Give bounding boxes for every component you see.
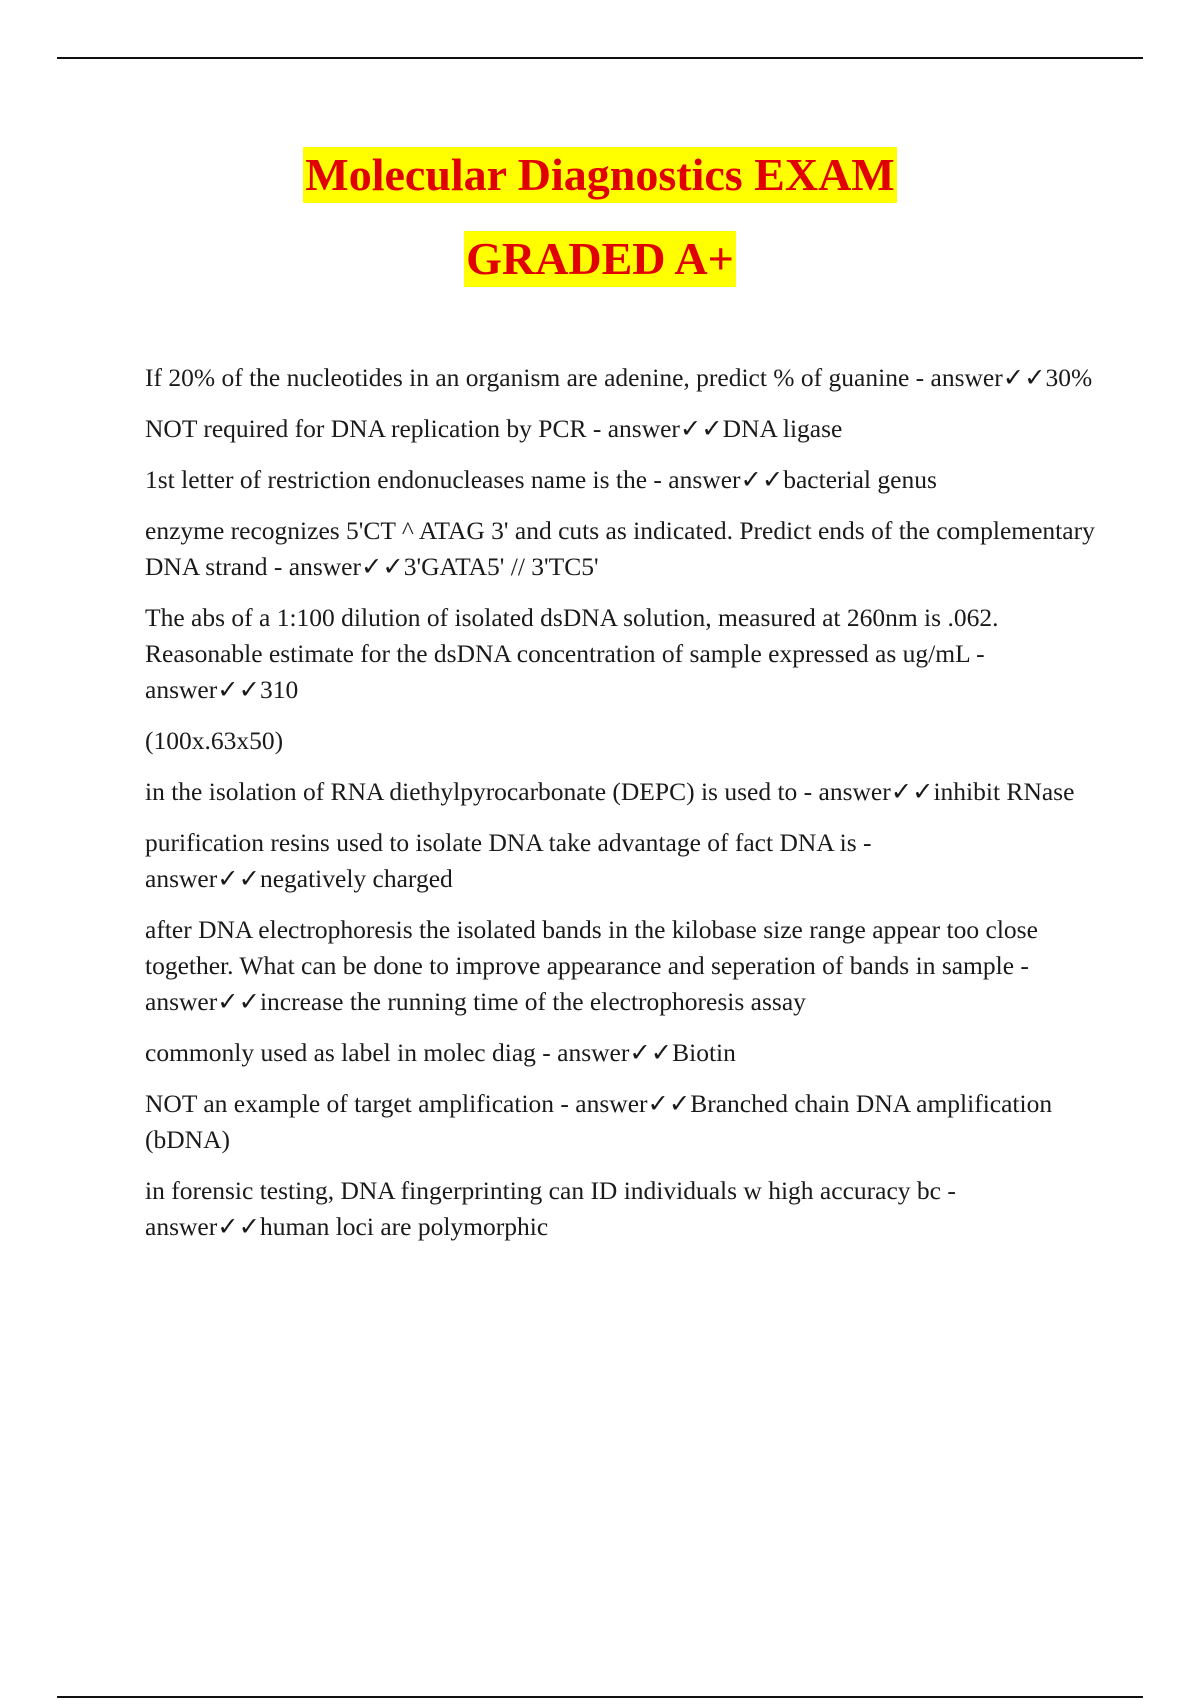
title-text-2: GRADED A+ bbox=[464, 231, 736, 287]
qa-item: 1st letter of restriction endonucleases name is the - answer✓✓bacterial genus bbox=[145, 465, 937, 494]
title-line-1 bbox=[0, 144, 1200, 228]
title-text-1: Molecular Diagnostics EXAM bbox=[303, 147, 896, 203]
top-rule bbox=[57, 57, 1143, 59]
qa-item: enzyme recognizes 5'CT ^ ATAG 3' and cuts as indicated. Predict ends of the complementary DNA strand - answer✓✓3'GATA5' // 3'TC5' bbox=[145, 516, 1095, 581]
qa-item: The abs of a 1:100 dilution of isolated dsDNA solution, measured at 260nm is .062. Reasonable estimate for the dsDNA concentration of sample expressed as ug/mL - answer✓✓310 bbox=[145, 603, 999, 704]
qa-item: NOT required for DNA replication by PCR - answer✓✓DNA ligase bbox=[145, 414, 843, 443]
qa-item: in forensic testing, DNA fingerprinting can ID individuals w high accuracy bc - answer✓✓human loci are polymorphic bbox=[145, 1176, 956, 1241]
qa-item: after DNA electrophoresis the isolated bands in the kilobase size range appear too close together. What can be done to improve appearance and seperation of bands in sample - answer✓✓increase the running time of the electrophoresis assay bbox=[145, 915, 1038, 1016]
document-title bbox=[0, 144, 1200, 312]
bottom-rule bbox=[57, 1696, 1143, 1698]
qa-item: If 20% of the nucleotides in an organism are adenine, predict % of guanine - answer✓✓30% bbox=[145, 363, 1093, 392]
title-line-2 bbox=[0, 228, 1200, 312]
qa-item: purification resins used to isolate DNA take advantage of fact DNA is - answer✓✓negatively charged bbox=[145, 828, 872, 893]
question-answer-list bbox=[145, 360, 1095, 1245]
qa-item: (100x.63x50) bbox=[145, 726, 284, 755]
qa-item: in the isolation of RNA diethylpyrocarbonate (DEPC) is used to - answer✓✓inhibit RNase bbox=[145, 777, 1075, 806]
qa-item: NOT an example of target amplification - answer✓✓Branched chain DNA amplification (bDNA) bbox=[145, 1089, 1053, 1154]
qa-item: commonly used as label in molec diag - answer✓✓Biotin bbox=[145, 1038, 736, 1067]
